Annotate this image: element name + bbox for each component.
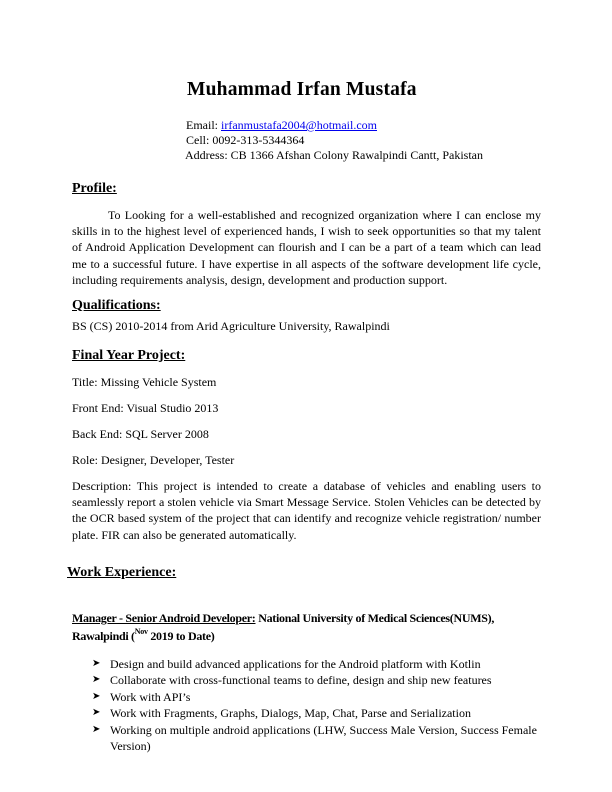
profile-body: To Looking for a well-established and recognized organization where I can enclose my skills in to the highest level of experienced hands, I wish to seek opportunities so that my talent of Android Application Development can flourish and I can be a part of a team which can lead me to a successful future. I have expertise in all aspects of the software development life cycle, including requirements analysis, design, development and production support. — [72, 208, 541, 287]
project-front-end: Front End: Visual Studio 2013 — [72, 401, 219, 415]
list-item: ➤ Work with API’s — [92, 689, 191, 704]
profile-heading: Profile: — [72, 181, 117, 196]
arrowhead-bullet-icon: ➤ — [92, 658, 101, 669]
project-heading: Final Year Project: — [72, 348, 186, 363]
profile-text — [72, 207, 541, 288]
qualifications-heading: Qualifications: — [72, 298, 161, 313]
job-period: 2019 to Date) — [147, 629, 215, 643]
project-description: Description: This project is intended to create a database of vehicles and enabling users to seamlessly report a stolen vehicle via Smart Message Service. Stolen Vehicles can be detected by the OCR based system of the project that can identify and recognize vehicle registration/ number plate. FIR can also be generated automatically. — [72, 479, 541, 542]
arrowhead-bullet-icon: ➤ — [92, 723, 101, 735]
work-experience-heading: Work Experience: — [67, 565, 177, 580]
project-role: Role: Designer, Developer, Tester — [72, 453, 235, 467]
job-position: Manager - Senior Android Developer: — [72, 611, 256, 625]
email-label: Email: — [186, 118, 221, 132]
address-line: Address: CB 1366 Afshan Colony Rawalpindi Cantt, Pakistan — [185, 148, 483, 162]
email-link[interactable]: irfanmustafa2004@hotmail.com — [221, 118, 378, 132]
qualification-item: BS (CS) 2010-2014 from Arid Agriculture University, Rawalpindi — [72, 319, 390, 333]
arrowhead-bullet-icon: ➤ — [92, 674, 101, 686]
list-item: ➤ Working on multiple android applications (LHW, Success Male Version, Success Female Version) — [92, 722, 537, 754]
list-item: ➤ Work with Fragments, Graphs, Dialogs, Map, Chat, Parse and Serialization — [92, 706, 471, 721]
list-item: ➤ Design and build advanced applications for the Android platform with Kotlin — [92, 657, 481, 671]
list-item: ➤ Collaborate with cross-functional teams to define, design and ship new features — [92, 673, 492, 688]
job-employer: National University of Medical Sciences(NUMS), Rawalpindi ( — [72, 611, 495, 643]
job-start-month: Nov — [134, 627, 148, 636]
email-line — [186, 118, 377, 133]
arrowhead-bullet-icon: ➤ — [92, 707, 101, 719]
project-title: Title: Missing Vehicle System — [72, 375, 217, 389]
cell-line: Cell: 0092-313-5344364 — [186, 133, 305, 147]
job-header — [72, 609, 542, 645]
arrowhead-bullet-icon: ➤ — [92, 690, 101, 702]
candidate-name: Muhammad Irfan Mustafa — [187, 79, 417, 100]
job-responsibilities — [92, 656, 544, 754]
project-back-end: Back End: SQL Server 2008 — [72, 427, 209, 441]
